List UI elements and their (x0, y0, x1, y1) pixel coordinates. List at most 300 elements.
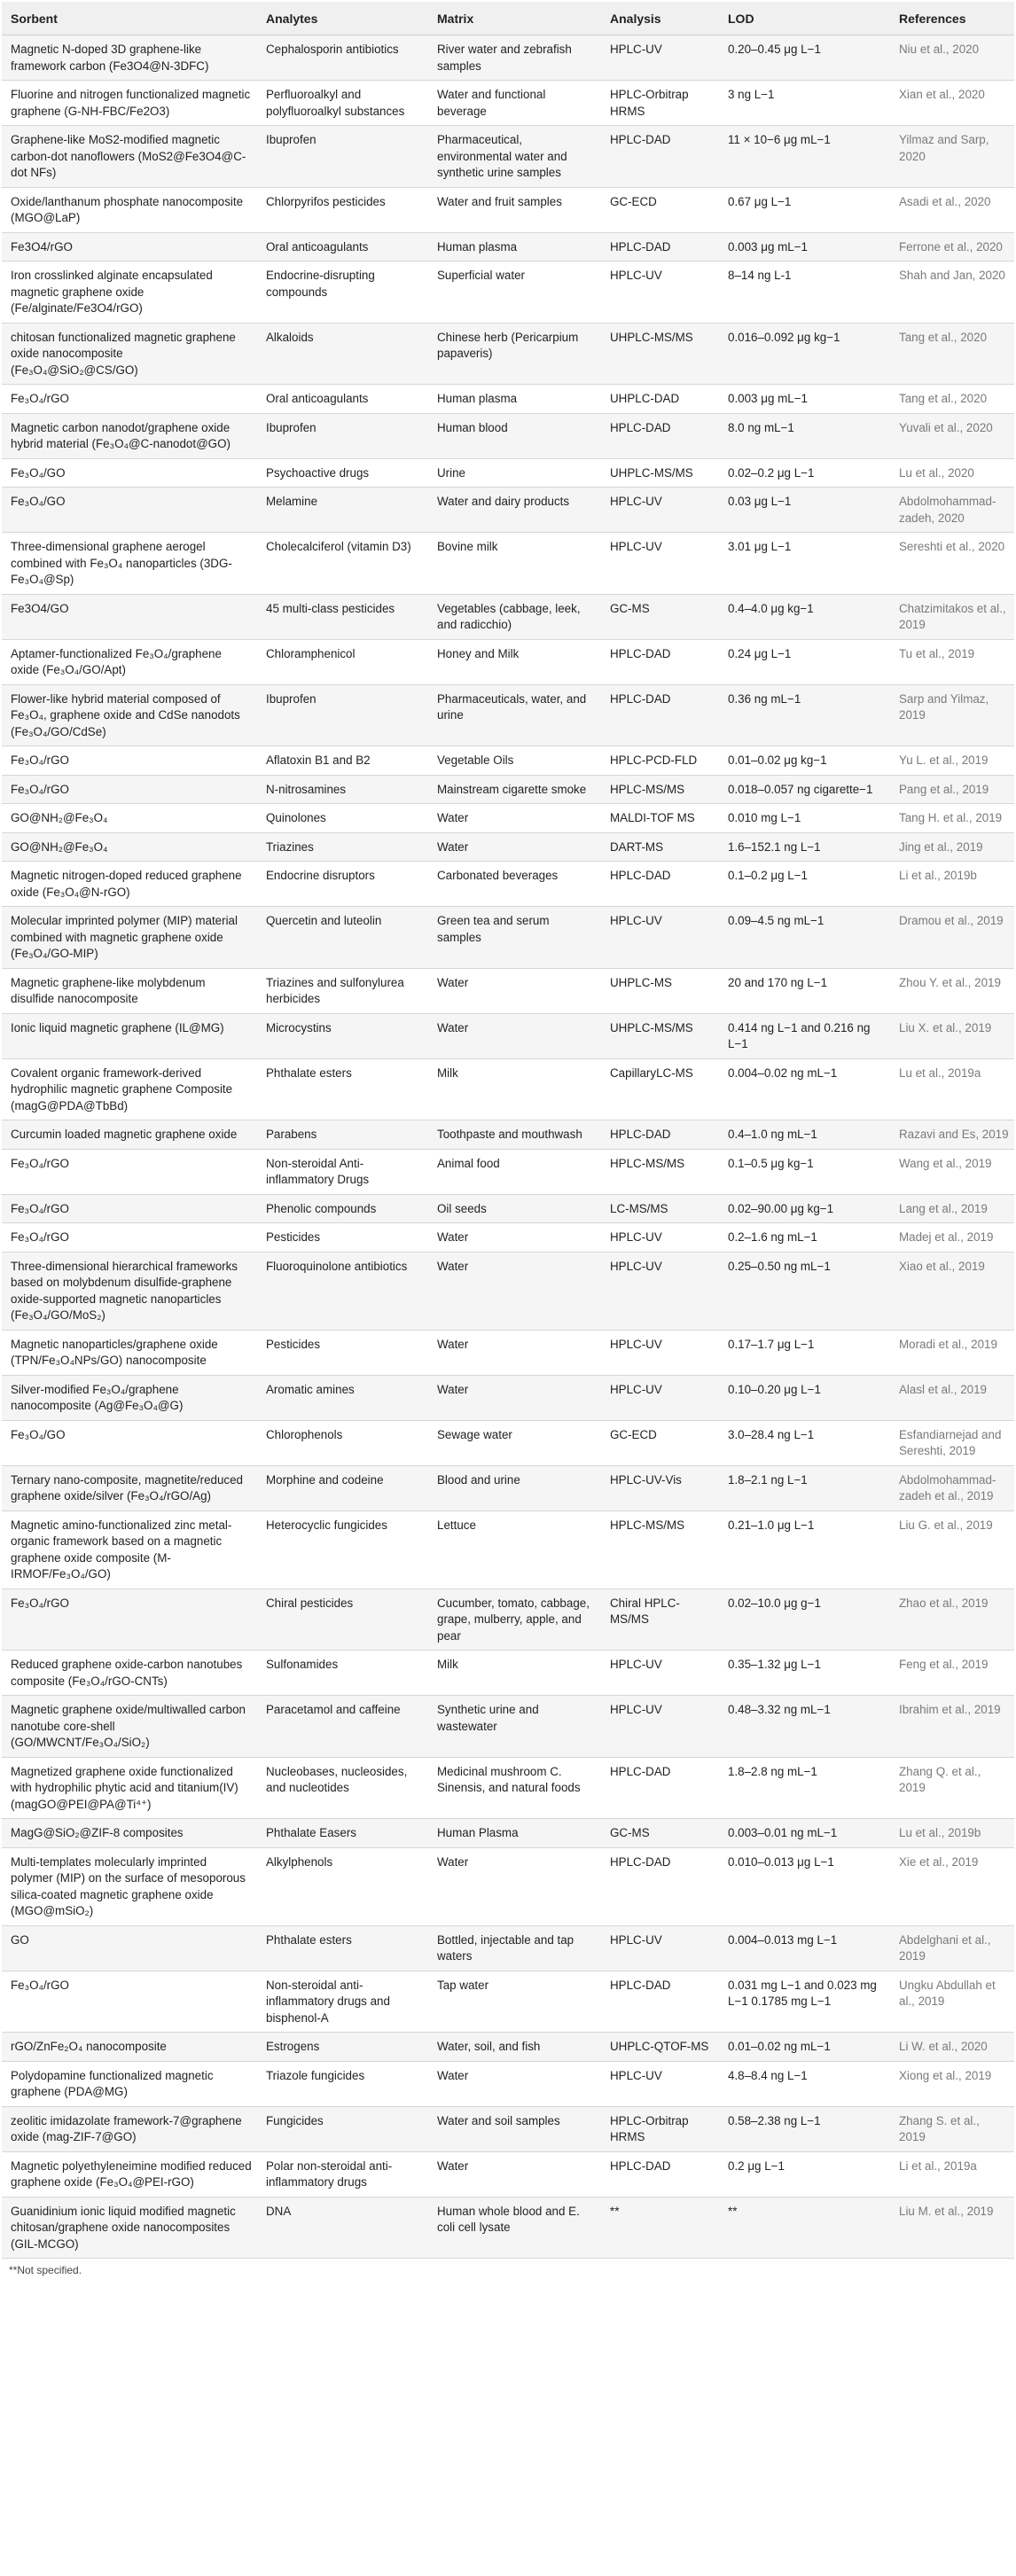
cell-reference: Xie et al., 2019 (890, 1847, 1014, 1925)
cell-lod: 1.8–2.8 ng mL−1 (719, 1757, 890, 1819)
cell-matrix: Animal food (428, 1149, 601, 1194)
cell-sorbent: Aptamer-functionalized Fe₃O₄/graphene oxide (Fe₃O₄/GO/Apt) (2, 639, 257, 684)
header-sorbent: Sorbent (2, 2, 257, 35)
cell-lod: 0.4–4.0 μg kg−1 (719, 594, 890, 639)
cell-sorbent: GO@NH₂@Fe₃O₄ (2, 804, 257, 833)
table-row (2, 2033, 1014, 2062)
cell-reference: Moradi et al., 2019 (890, 1330, 1014, 1375)
cell-lod: 0.35–1.32 μg L−1 (719, 1651, 890, 1696)
cell-reference: Yilmaz and Sarp, 2020 (890, 126, 1014, 188)
cell-sorbent: Magnetic N-doped 3D graphene-like framework carbon (Fe3O4@N-3DFC) (2, 35, 257, 81)
cell-analysis: HPLC-DAD (601, 684, 719, 746)
cell-analytes: Triazole fungicides (257, 2061, 428, 2106)
table-row (2, 458, 1014, 488)
cell-reference: Zhang S. et al., 2019 (890, 2106, 1014, 2151)
cell-analytes: Phthalate esters (257, 1058, 428, 1120)
cell-sorbent: chitosan functionalized magnetic graphene oxide nanocomposite (Fe₃O₄@SiO₂@CS/GO) (2, 323, 257, 385)
cell-analytes: Microcystins (257, 1013, 428, 1058)
cell-sorbent: Fe₃O₄/GO (2, 458, 257, 488)
cell-analytes: Oral anticoagulants (257, 232, 428, 262)
cell-matrix: Water and fruit samples (428, 187, 601, 232)
cell-reference: Tang H. et al., 2019 (890, 804, 1014, 833)
table-row (2, 232, 1014, 262)
table-row (2, 1330, 1014, 1375)
cell-analytes: Aromatic amines (257, 1375, 428, 1420)
cell-lod: 0.010 mg L−1 (719, 804, 890, 833)
cell-analytes: Aflatoxin B1 and B2 (257, 746, 428, 776)
cell-lod: 3 ng L−1 (719, 81, 890, 126)
cell-analysis: HPLC-DAD (601, 639, 719, 684)
cell-lod: 0.02–10.0 μg g−1 (719, 1589, 890, 1651)
cell-matrix: Bovine milk (428, 533, 601, 595)
cell-matrix: Pharmaceuticals, water, and urine (428, 684, 601, 746)
cell-analytes: Phthalate esters (257, 1925, 428, 1971)
cell-matrix: Synthetic urine and wastewater (428, 1696, 601, 1758)
cell-analytes: Alkylphenols (257, 1847, 428, 1925)
cell-lod: 0.17–1.7 μg L−1 (719, 1330, 890, 1375)
cell-sorbent: Ionic liquid magnetic graphene (IL@MG) (2, 1013, 257, 1058)
cell-matrix: Water (428, 1847, 601, 1925)
cell-lod: 0.1–0.2 μg L−1 (719, 862, 890, 907)
cell-lod: 0.48–3.32 ng mL−1 (719, 1696, 890, 1758)
table-row (2, 2151, 1014, 2197)
cell-matrix: River water and zebrafish samples (428, 35, 601, 81)
cell-sorbent: Fe₃O₄/rGO (2, 1223, 257, 1253)
cell-sorbent: Fe₃O₄/rGO (2, 385, 257, 414)
cell-matrix: Water (428, 804, 601, 833)
cell-analytes: Nucleobases, nucleosides, and nucleotides (257, 1757, 428, 1819)
cell-analytes: Triazines and sulfonylurea herbicides (257, 968, 428, 1013)
cell-reference: Xiong et al., 2019 (890, 2061, 1014, 2106)
cell-lod: 0.09–4.5 ng mL−1 (719, 907, 890, 969)
cell-matrix: Superficial water (428, 262, 601, 324)
cell-reference: Asadi et al., 2020 (890, 187, 1014, 232)
cell-lod: 0.2–1.6 ng mL−1 (719, 1223, 890, 1253)
cell-reference: Li et al., 2019a (890, 2151, 1014, 2197)
cell-matrix: Medicinal mushroom C. Sinensis, and natural foods (428, 1757, 601, 1819)
cell-sorbent: GO (2, 1925, 257, 1971)
cell-matrix: Water (428, 1223, 601, 1253)
cell-analysis: HPLC-UV (601, 1223, 719, 1253)
table-row (2, 1847, 1014, 1925)
cell-lod: 0.10–0.20 μg L−1 (719, 1375, 890, 1420)
cell-reference: Yu L. et al., 2019 (890, 746, 1014, 776)
cell-matrix: Tap water (428, 1971, 601, 2033)
cell-reference: Dramou et al., 2019 (890, 907, 1014, 969)
table-row (2, 775, 1014, 804)
cell-sorbent: Reduced graphene oxide-carbon nanotubes composite (Fe₃O₄/rGO-CNTs) (2, 1651, 257, 1696)
table-row (2, 187, 1014, 232)
cell-sorbent: Magnetic carbon nanodot/graphene oxide hybrid material (Fe₃O₄@C-nanodot@GO) (2, 413, 257, 458)
cell-matrix: Mainstream cigarette smoke (428, 775, 601, 804)
cell-lod: 0.2 μg L−1 (719, 2151, 890, 2197)
header-matrix: Matrix (428, 2, 601, 35)
cell-lod: 0.25–0.50 ng mL−1 (719, 1252, 890, 1330)
cell-analytes: Pesticides (257, 1330, 428, 1375)
cell-reference: Tang et al., 2020 (890, 385, 1014, 414)
cell-lod: 0.003 μg mL−1 (719, 232, 890, 262)
cell-reference: Li et al., 2019b (890, 862, 1014, 907)
table-row (2, 262, 1014, 324)
cell-analytes: Parabens (257, 1120, 428, 1150)
cell-sorbent: Covalent organic framework-derived hydrophilic magnetic graphene Composite (magG@PDA@TbBd) (2, 1058, 257, 1120)
cell-analytes: Endocrine disruptors (257, 862, 428, 907)
table-row (2, 2061, 1014, 2106)
cell-reference: Sarp and Yilmaz, 2019 (890, 684, 1014, 746)
cell-matrix: Human plasma (428, 232, 601, 262)
cell-sorbent: Fe₃O₄/GO (2, 488, 257, 533)
cell-lod: 0.03 μg L−1 (719, 488, 890, 533)
cell-analytes: Triazines (257, 832, 428, 862)
cell-analytes: Endocrine-disrupting compounds (257, 262, 428, 324)
table-row (2, 323, 1014, 385)
cell-matrix: Water and dairy products (428, 488, 601, 533)
cell-analytes: Chlorophenols (257, 1420, 428, 1465)
cell-analysis: UHPLC-DAD (601, 385, 719, 414)
table-row (2, 35, 1014, 81)
cell-reference: Li W. et al., 2020 (890, 2033, 1014, 2062)
cell-analysis: GC-MS (601, 1819, 719, 1848)
cell-matrix: Water and soil samples (428, 2106, 601, 2151)
cell-analysis: HPLC-UV (601, 488, 719, 533)
table-row (2, 385, 1014, 414)
cell-reference: Zhao et al., 2019 (890, 1589, 1014, 1651)
table-row (2, 1651, 1014, 1696)
cell-analytes: Chiral pesticides (257, 1589, 428, 1651)
cell-analysis: HPLC-Orbitrap HRMS (601, 2106, 719, 2151)
cell-matrix: Vegetables (cabbage, leek, and radicchio) (428, 594, 601, 639)
cell-matrix: Water, soil, and fish (428, 2033, 601, 2062)
cell-analysis: HPLC-UV (601, 1252, 719, 1330)
cell-analysis: DART-MS (601, 832, 719, 862)
table-row (2, 832, 1014, 862)
table-row (2, 81, 1014, 126)
cell-matrix: Vegetable Oils (428, 746, 601, 776)
cell-reference: Zhou Y. et al., 2019 (890, 968, 1014, 1013)
cell-matrix: Bottled, injectable and tap waters (428, 1925, 601, 1971)
cell-sorbent: Oxide/lanthanum phosphate nanocomposite (MGO@LaP) (2, 187, 257, 232)
cell-analytes: Morphine and codeine (257, 1465, 428, 1510)
cell-sorbent: Magnetized graphene oxide functionalized with hydrophilic phytic acid and titanium(IV) (magGO@PEI@PA@Ti⁴⁺) (2, 1757, 257, 1819)
cell-reference: Ibrahim et al., 2019 (890, 1696, 1014, 1758)
cell-reference: Liu X. et al., 2019 (890, 1013, 1014, 1058)
cell-analytes: Alkaloids (257, 323, 428, 385)
cell-sorbent: Molecular imprinted polymer (MIP) material combined with magnetic graphene oxide (Fe₃O₄/GO-MIP) (2, 907, 257, 969)
cell-lod: 8.0 ng mL−1 (719, 413, 890, 458)
cell-reference: Feng et al., 2019 (890, 1651, 1014, 1696)
table-header (2, 2, 1014, 35)
cell-analytes: Non-steroidal anti-inflammatory drugs and bisphenol-A (257, 1971, 428, 2033)
cell-analysis: HPLC-UV (601, 533, 719, 595)
cell-sorbent: Fe3O4/GO (2, 594, 257, 639)
cell-sorbent: Fe₃O₄/rGO (2, 1971, 257, 2033)
cell-lod: 0.20–0.45 μg L−1 (719, 35, 890, 81)
cell-analysis: HPLC-MS/MS (601, 775, 719, 804)
cell-sorbent: Graphene-like MoS2-modified magnetic carbon-dot nanoflowers (MoS2@Fe3O4@C-dot NFs) (2, 126, 257, 188)
cell-lod: 4.8–8.4 ng L−1 (719, 2061, 890, 2106)
cell-analysis: HPLC-MS/MS (601, 1149, 719, 1194)
cell-analytes: Phenolic compounds (257, 1194, 428, 1223)
cell-analysis: HPLC-UV (601, 2061, 719, 2106)
cell-analysis: HPLC-DAD (601, 862, 719, 907)
cell-lod: 0.24 μg L−1 (719, 639, 890, 684)
cell-analysis: HPLC-DAD (601, 1971, 719, 2033)
cell-lod: 0.004–0.013 mg L−1 (719, 1925, 890, 1971)
cell-reference: Esfandiarnejad and Sereshti, 2019 (890, 1420, 1014, 1465)
cell-matrix: Green tea and serum samples (428, 907, 601, 969)
cell-reference: Shah and Jan, 2020 (890, 262, 1014, 324)
header-analytes: Analytes (257, 2, 428, 35)
footnote: **Not specified. (9, 2264, 82, 2276)
cell-matrix: Toothpaste and mouthwash (428, 1120, 601, 1150)
cell-sorbent: Magnetic polyethyleneimine modified reduced graphene oxide (Fe₃O₄@PEI-rGO) (2, 2151, 257, 2197)
header-lod: LOD (719, 2, 890, 35)
cell-reference: Xiao et al., 2019 (890, 1252, 1014, 1330)
cell-analytes: Perfluoroalkyl and polyfluoroalkyl substances (257, 81, 428, 126)
cell-lod: 0.02–0.2 μg L−1 (719, 458, 890, 488)
cell-analytes: Phthalate Easers (257, 1819, 428, 1848)
cell-analysis: UHPLC-MS/MS (601, 1013, 719, 1058)
table-row (2, 1058, 1014, 1120)
table-row (2, 746, 1014, 776)
table-row (2, 639, 1014, 684)
cell-matrix: Human Plasma (428, 1819, 601, 1848)
cell-reference: Liu G. et al., 2019 (890, 1510, 1014, 1589)
cell-analytes: N-nitrosamines (257, 775, 428, 804)
cell-sorbent: rGO/ZnFe₂O₄ nanocomposite (2, 2033, 257, 2062)
cell-sorbent: Silver-modified Fe₃O₄/graphene nanocomposite (Ag@Fe₃O₄@G) (2, 1375, 257, 1420)
cell-analytes: Ibuprofen (257, 413, 428, 458)
cell-analysis: CapillaryLC-MS (601, 1058, 719, 1120)
cell-analytes: Polar non-steroidal anti-inflammatory drugs (257, 2151, 428, 2197)
cell-lod: 8–14 ng L-1 (719, 262, 890, 324)
table-row (2, 1375, 1014, 1420)
cell-analysis: HPLC-UV-Vis (601, 1465, 719, 1510)
table-row (2, 1696, 1014, 1758)
cell-analysis: HPLC-DAD (601, 232, 719, 262)
cell-matrix: Water (428, 1013, 601, 1058)
cell-sorbent: Three-dimensional graphene aerogel combined with Fe₃O₄ nanoparticles (3DG-Fe₃O₄@Sp) (2, 533, 257, 595)
cell-lod: 0.010–0.013 μg L−1 (719, 1847, 890, 1925)
cell-sorbent: Curcumin loaded magnetic graphene oxide (2, 1120, 257, 1150)
cell-reference: Sereshti et al., 2020 (890, 533, 1014, 595)
cell-lod: 1.8–2.1 ng L−1 (719, 1465, 890, 1510)
cell-reference: Alasl et al., 2019 (890, 1375, 1014, 1420)
table-row (2, 1223, 1014, 1253)
cell-lod: 0.1–0.5 μg kg−1 (719, 1149, 890, 1194)
cell-analysis: HPLC-UV (601, 1925, 719, 1971)
table-row (2, 413, 1014, 458)
cell-analytes: Quinolones (257, 804, 428, 833)
cell-sorbent: Fe₃O₄/rGO (2, 746, 257, 776)
cell-analytes: Sulfonamides (257, 1651, 428, 1696)
table-row (2, 1420, 1014, 1465)
cell-analysis: Chiral HPLC-MS/MS (601, 1589, 719, 1651)
table-row (2, 1925, 1014, 1971)
cell-analysis: HPLC-UV (601, 1696, 719, 1758)
cell-lod: 0.01–0.02 μg kg−1 (719, 746, 890, 776)
cell-matrix: Water (428, 968, 601, 1013)
cell-reference: Lu et al., 2019b (890, 1819, 1014, 1848)
table-row (2, 2197, 1014, 2259)
cell-matrix: Water (428, 832, 601, 862)
cell-reference: Liu M. et al., 2019 (890, 2197, 1014, 2259)
cell-reference: Ungku Abdullah et al., 2019 (890, 1971, 1014, 2033)
cell-analysis: GC-ECD (601, 1420, 719, 1465)
cell-matrix: Blood and urine (428, 1465, 601, 1510)
cell-matrix: Water (428, 2151, 601, 2197)
cell-matrix: Milk (428, 1058, 601, 1120)
cell-matrix: Sewage water (428, 1420, 601, 1465)
table-row (2, 684, 1014, 746)
cell-reference: Tang et al., 2020 (890, 323, 1014, 385)
table-row (2, 1510, 1014, 1589)
cell-reference: Abdelghani et al., 2019 (890, 1925, 1014, 1971)
cell-analysis: HPLC-DAD (601, 2151, 719, 2197)
cell-sorbent: zeolitic imidazolate framework-7@graphene oxide (mag-ZIF-7@GO) (2, 2106, 257, 2151)
cell-analytes: Heterocyclic fungicides (257, 1510, 428, 1589)
cell-sorbent: Magnetic amino-functionalized zinc metal-organic framework based on a magnetic graphene oxide composite (M-IRMOF/Fe₃O₄/GO) (2, 1510, 257, 1589)
cell-analysis: HPLC-Orbitrap HRMS (601, 81, 719, 126)
cell-lod: 0.58–2.38 ng L−1 (719, 2106, 890, 2151)
cell-matrix: Human whole blood and E. coli cell lysate (428, 2197, 601, 2259)
table-row (2, 126, 1014, 188)
table-body (2, 35, 1014, 2259)
cell-sorbent: Three-dimensional hierarchical frameworks based on molybdenum disulfide-graphene oxide-supported magnetic nanoparticles (Fe₃O₄/GO/MoS₂) (2, 1252, 257, 1330)
cell-sorbent: Fluorine and nitrogen functionalized magnetic graphene (G-NH-FBC/Fe2O3) (2, 81, 257, 126)
cell-analysis: HPLC-UV (601, 1375, 719, 1420)
cell-analytes: Ibuprofen (257, 126, 428, 188)
cell-matrix: Honey and Milk (428, 639, 601, 684)
cell-reference: Yuvali et al., 2020 (890, 413, 1014, 458)
cell-sorbent: Magnetic graphene-like molybdenum disulfide nanocomposite (2, 968, 257, 1013)
cell-reference: Jing et al., 2019 (890, 832, 1014, 862)
cell-sorbent: Guanidinium ionic liquid modified magnetic chitosan/graphene oxide nanocomposites (GIL-MCGO) (2, 2197, 257, 2259)
table-row (2, 1252, 1014, 1330)
cell-analytes: 45 multi-class pesticides (257, 594, 428, 639)
cell-analysis: HPLC-PCD-FLD (601, 746, 719, 776)
cell-sorbent: Fe₃O₄/rGO (2, 1194, 257, 1223)
cell-matrix: Water (428, 1375, 601, 1420)
cell-sorbent: Fe₃O₄/rGO (2, 1149, 257, 1194)
cell-reference: Pang et al., 2019 (890, 775, 1014, 804)
cell-lod: 0.21–1.0 μg L−1 (719, 1510, 890, 1589)
cell-lod: ** (719, 2197, 890, 2259)
cell-lod: 3.01 μg L−1 (719, 533, 890, 595)
cell-matrix: Human blood (428, 413, 601, 458)
cell-analytes: Ibuprofen (257, 684, 428, 746)
table-row (2, 533, 1014, 595)
cell-reference: Abdolmohammad-zadeh, 2020 (890, 488, 1014, 533)
table-row (2, 862, 1014, 907)
cell-lod: 0.003–0.01 ng mL−1 (719, 1819, 890, 1848)
cell-matrix: Water (428, 2061, 601, 2106)
cell-analytes: Estrogens (257, 2033, 428, 2062)
cell-matrix: Oil seeds (428, 1194, 601, 1223)
cell-analysis: HPLC-DAD (601, 126, 719, 188)
cell-analytes: Paracetamol and caffeine (257, 1696, 428, 1758)
cell-lod: 20 and 170 ng L−1 (719, 968, 890, 1013)
cell-sorbent: Magnetic nanoparticles/graphene oxide (TPN/Fe₃O₄NPs/GO) nanocomposite (2, 1330, 257, 1375)
cell-analysis: ** (601, 2197, 719, 2259)
cell-reference: Madej et al., 2019 (890, 1223, 1014, 1253)
table-row (2, 488, 1014, 533)
cell-analysis: UHPLC-MS/MS (601, 458, 719, 488)
cell-analytes: Cholecalciferol (vitamin D3) (257, 533, 428, 595)
cell-analytes: Non-steroidal Anti-inflammatory Drugs (257, 1149, 428, 1194)
cell-lod: 0.016–0.092 μg kg−1 (719, 323, 890, 385)
cell-reference: Zhang Q. et al., 2019 (890, 1757, 1014, 1819)
cell-sorbent: GO@NH₂@Fe₃O₄ (2, 832, 257, 862)
header-row (2, 2, 1014, 35)
cell-sorbent: Fe₃O₄/rGO (2, 775, 257, 804)
table-row (2, 907, 1014, 969)
cell-sorbent: Magnetic graphene oxide/multiwalled carbon nanotube core-shell (GO/MWCNT/Fe₃O₄/SiO₂) (2, 1696, 257, 1758)
cell-lod: 0.004–0.02 ng mL−1 (719, 1058, 890, 1120)
table-row (2, 1971, 1014, 2033)
cell-analytes: Chlorpyrifos pesticides (257, 187, 428, 232)
table-row (2, 1194, 1014, 1223)
table-row (2, 1120, 1014, 1150)
cell-lod: 3.0–28.4 ng L−1 (719, 1420, 890, 1465)
cell-analysis: HPLC-DAD (601, 1757, 719, 1819)
cell-analytes: Quercetin and luteolin (257, 907, 428, 969)
table-row (2, 2106, 1014, 2151)
table-row (2, 1589, 1014, 1651)
cell-matrix: Chinese herb (Pericarpium papaveris) (428, 323, 601, 385)
cell-matrix: Cucumber, tomato, cabbage, grape, mulberry, apple, and pear (428, 1589, 601, 1651)
cell-matrix: Urine (428, 458, 601, 488)
cell-analysis: MALDI-TOF MS (601, 804, 719, 833)
cell-sorbent: Iron crosslinked alginate encapsulated magnetic graphene oxide (Fe/alginate/Fe3O4/rGO) (2, 262, 257, 324)
cell-analysis: HPLC-UV (601, 35, 719, 81)
cell-reference: Xian et al., 2020 (890, 81, 1014, 126)
cell-lod: 0.67 μg L−1 (719, 187, 890, 232)
cell-lod: 11 × 10−6 μg mL−1 (719, 126, 890, 188)
cell-reference: Razavi and Es, 2019 (890, 1120, 1014, 1150)
cell-sorbent: Ternary nano-composite, magnetite/reduced graphene oxide/silver (Fe₃O₄/rGO/Ag) (2, 1465, 257, 1510)
cell-matrix: Water (428, 1252, 601, 1330)
header-references: References (890, 2, 1014, 35)
table-row (2, 968, 1014, 1013)
cell-analytes: Pesticides (257, 1223, 428, 1253)
cell-analysis: GC-ECD (601, 187, 719, 232)
cell-analysis: HPLC-MS/MS (601, 1510, 719, 1589)
cell-matrix: Water (428, 1330, 601, 1375)
cell-matrix: Lettuce (428, 1510, 601, 1589)
cell-matrix: Water and functional beverage (428, 81, 601, 126)
cell-analysis: HPLC-DAD (601, 1847, 719, 1925)
cell-lod: 0.414 ng L−1 and 0.216 ng L−1 (719, 1013, 890, 1058)
table-row (2, 594, 1014, 639)
cell-analysis: UHPLC-MS/MS (601, 323, 719, 385)
cell-lod: 0.02–90.00 μg kg−1 (719, 1194, 890, 1223)
cell-lod: 0.031 mg L−1 and 0.023 mg L−1 0.1785 mg L−1 (719, 1971, 890, 2033)
cell-analysis: HPLC-UV (601, 1651, 719, 1696)
cell-matrix: Pharmaceutical, environmental water and synthetic urine samples (428, 126, 601, 188)
cell-analytes: Psychoactive drugs (257, 458, 428, 488)
cell-analytes: Fungicides (257, 2106, 428, 2151)
cell-lod: 0.01–0.02 ng mL−1 (719, 2033, 890, 2062)
cell-sorbent: Fe₃O₄/GO (2, 1420, 257, 1465)
cell-reference: Chatzimitakos et al., 2019 (890, 594, 1014, 639)
cell-analysis: HPLC-DAD (601, 1120, 719, 1150)
cell-analytes: DNA (257, 2197, 428, 2259)
cell-reference: Ferrone et al., 2020 (890, 232, 1014, 262)
cell-matrix: Milk (428, 1651, 601, 1696)
cell-reference: Lang et al., 2019 (890, 1194, 1014, 1223)
cell-analysis: HPLC-DAD (601, 413, 719, 458)
